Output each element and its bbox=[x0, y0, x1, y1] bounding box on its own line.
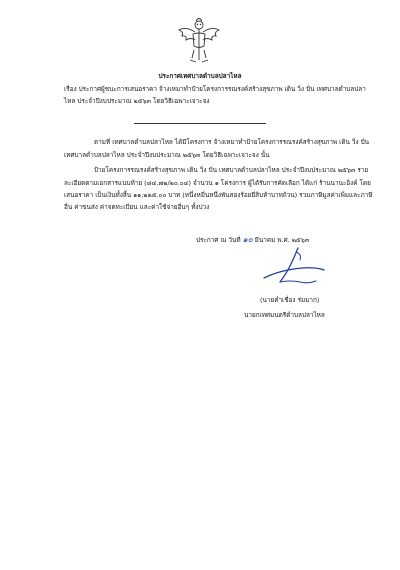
paragraph-2-line-3: เสนอราคา เป็นเงินทั้งสิ้น ๑๑,๒๒๕.๐๐ บาท (หนึ่งหมื่นหนึ่งพันสองร้อยยี่สิบห้าบาทถ้วน) รวมภาษีมูลค่าเพิ่มและภาษี bbox=[64, 191, 373, 199]
announcement-month-year: มีนาคม พ.ศ. ๒๕๖๓ bbox=[254, 236, 310, 244]
paragraph-1-line-2: เทศบาลตำบลปลาไหล ประจำปีงบประมาณ ๒๕๖๓ โดยวิธีเฉพาะเจาะจง นั้น bbox=[64, 151, 270, 159]
paragraph-2-line-1: ป้ายโครงการรณรงค์สร้างสุขภาพ เดิน วิ่ง ปั่น เทศบาลตำบลปลาไหล ประจำปีงบประมาณ ๒๕๖๓ ราย bbox=[94, 166, 369, 174]
signer-position: นายกเทศมนตรีตำบลปลาไหล bbox=[244, 311, 325, 319]
document-title: ประกาศเทศบาลตำบลปลาไหล bbox=[158, 72, 242, 80]
subject-line-2: ไหล ประจำปีงบประมาณ ๒๕๖๓ โดยวิธีเฉพาะเจาะจง bbox=[64, 97, 210, 105]
handwritten-signature bbox=[250, 244, 340, 296]
garuda-emblem-icon bbox=[176, 16, 222, 66]
paragraph-1-line-1: ตามที่ เทศบาลตำบลปลาไหล ได้มีโครงการ จ้างเหมาทำป้ายโครงการรณรงค์สร้างสุขภาพ เดิน วิ่ง ปั่น bbox=[94, 138, 370, 146]
title-divider bbox=[134, 123, 266, 124]
announcement-day: ๑๐ bbox=[242, 235, 253, 244]
paragraph-2-line-4: อื่น ค่าขนส่ง ค่าจดทะเบียน และค่าใช้จ่ายอื่นๆ ทั้งปวง bbox=[64, 203, 210, 211]
subject-line-1: เรื่อง ประกาศผู้ชนะการเสนอราคา จ้างเหมาทำป้ายโครงการรณรงค์สร้างสุขภาพ เดิน วิ่ง ปั่น เทศบาลตำบลปลา bbox=[64, 85, 366, 93]
announcement-prefix: ประกาศ ณ วันที่ bbox=[196, 236, 241, 244]
signer-name: (นายคำเชื่อง ร่มมาก) bbox=[260, 296, 320, 304]
paragraph-2-line-2: ละเอียดตามเอกสารแนบท้าย (๘๔.๗๒/๒๐.๐๔) จำนวน ๑ โครงการ ผู้ได้รับการคัดเลือก ได้แก่ ร้านนานะอิงค์ โดย bbox=[64, 179, 371, 187]
announcement-date bbox=[196, 236, 309, 244]
